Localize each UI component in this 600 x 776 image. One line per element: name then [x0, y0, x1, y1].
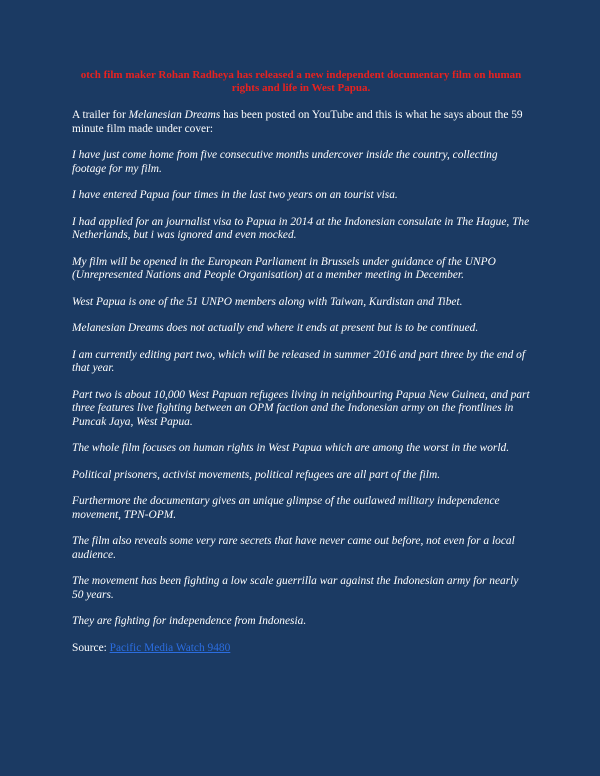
quote-paragraph: I had applied for an journalist visa to Papua in 2014 at the Indonesian consulate in The Hague, The Netherlands, but i was ignored and even mocked.: [72, 215, 530, 241]
quote-paragraph: I have just come home from five consecutive months undercover inside the country, collecting footage for my film.: [72, 149, 498, 175]
intro-prefix: A trailer for: [72, 109, 129, 121]
quote-paragraph: West Papua is one of the 51 UNPO members along with Taiwan, Kurdistan and Tibet.: [72, 295, 463, 308]
headline: otch film maker Rohan Radheya has released a new independent documentary film on human rights and life in West Papua.: [80, 69, 522, 94]
source-line: [72, 642, 530, 656]
quote-paragraph: Part two is about 10,000 West Papuan refugees living in neighbouring Papua New Guinea, and part three features live fighting between an OPM faction and the Indonesian army on the frontlines in Puncak Jaya, West Papua.: [72, 388, 530, 428]
intro-suffix: has been posted on YouTube and this is what he says about the 59 minute film made under cover:: [72, 109, 523, 135]
source-label: Source:: [72, 641, 110, 654]
quote-paragraph: I am currently editing part two, which will be released in summer 2016 and part three by the end of that year.: [72, 348, 526, 374]
film-title: Melanesian Dreams: [128, 109, 221, 121]
quote-paragraph: The movement has been fighting a low scale guerrilla war against the Indonesian army for nearly 50 years.: [72, 575, 519, 601]
quote-paragraph: They are fighting for independence from Indonesia.: [72, 615, 307, 627]
source-link[interactable]: Pacific Media Watch 9480: [109, 641, 231, 654]
quote-paragraph: Political prisoners, activist movements, political refugees are all part of the film.: [72, 468, 441, 481]
intro-paragraph: [72, 109, 530, 136]
quote-paragraph: Furthermore the documentary gives an unique glimpse of the outlawed military independence movement, TPN-OPM.: [72, 495, 500, 521]
quote-paragraph: I have entered Papua four times in the last two years on an tourist visa.: [72, 189, 398, 201]
quote-paragraph: My film will be opened in the European Parliament in Brussels under guidance of the UNPO (Unrepresented Nations and People Organisation) at a member meeting in December.: [72, 255, 496, 281]
quote-paragraph: The film also reveals some very rare secrets that have never came out before, not even for a local audience.: [72, 535, 515, 561]
quote-paragraph: Melanesian Dreams does not actually end where it ends at present but is to be continued.: [72, 322, 479, 334]
quote-paragraph: The whole film focuses on human rights in West Papua which are among the worst in the world.: [72, 442, 510, 454]
